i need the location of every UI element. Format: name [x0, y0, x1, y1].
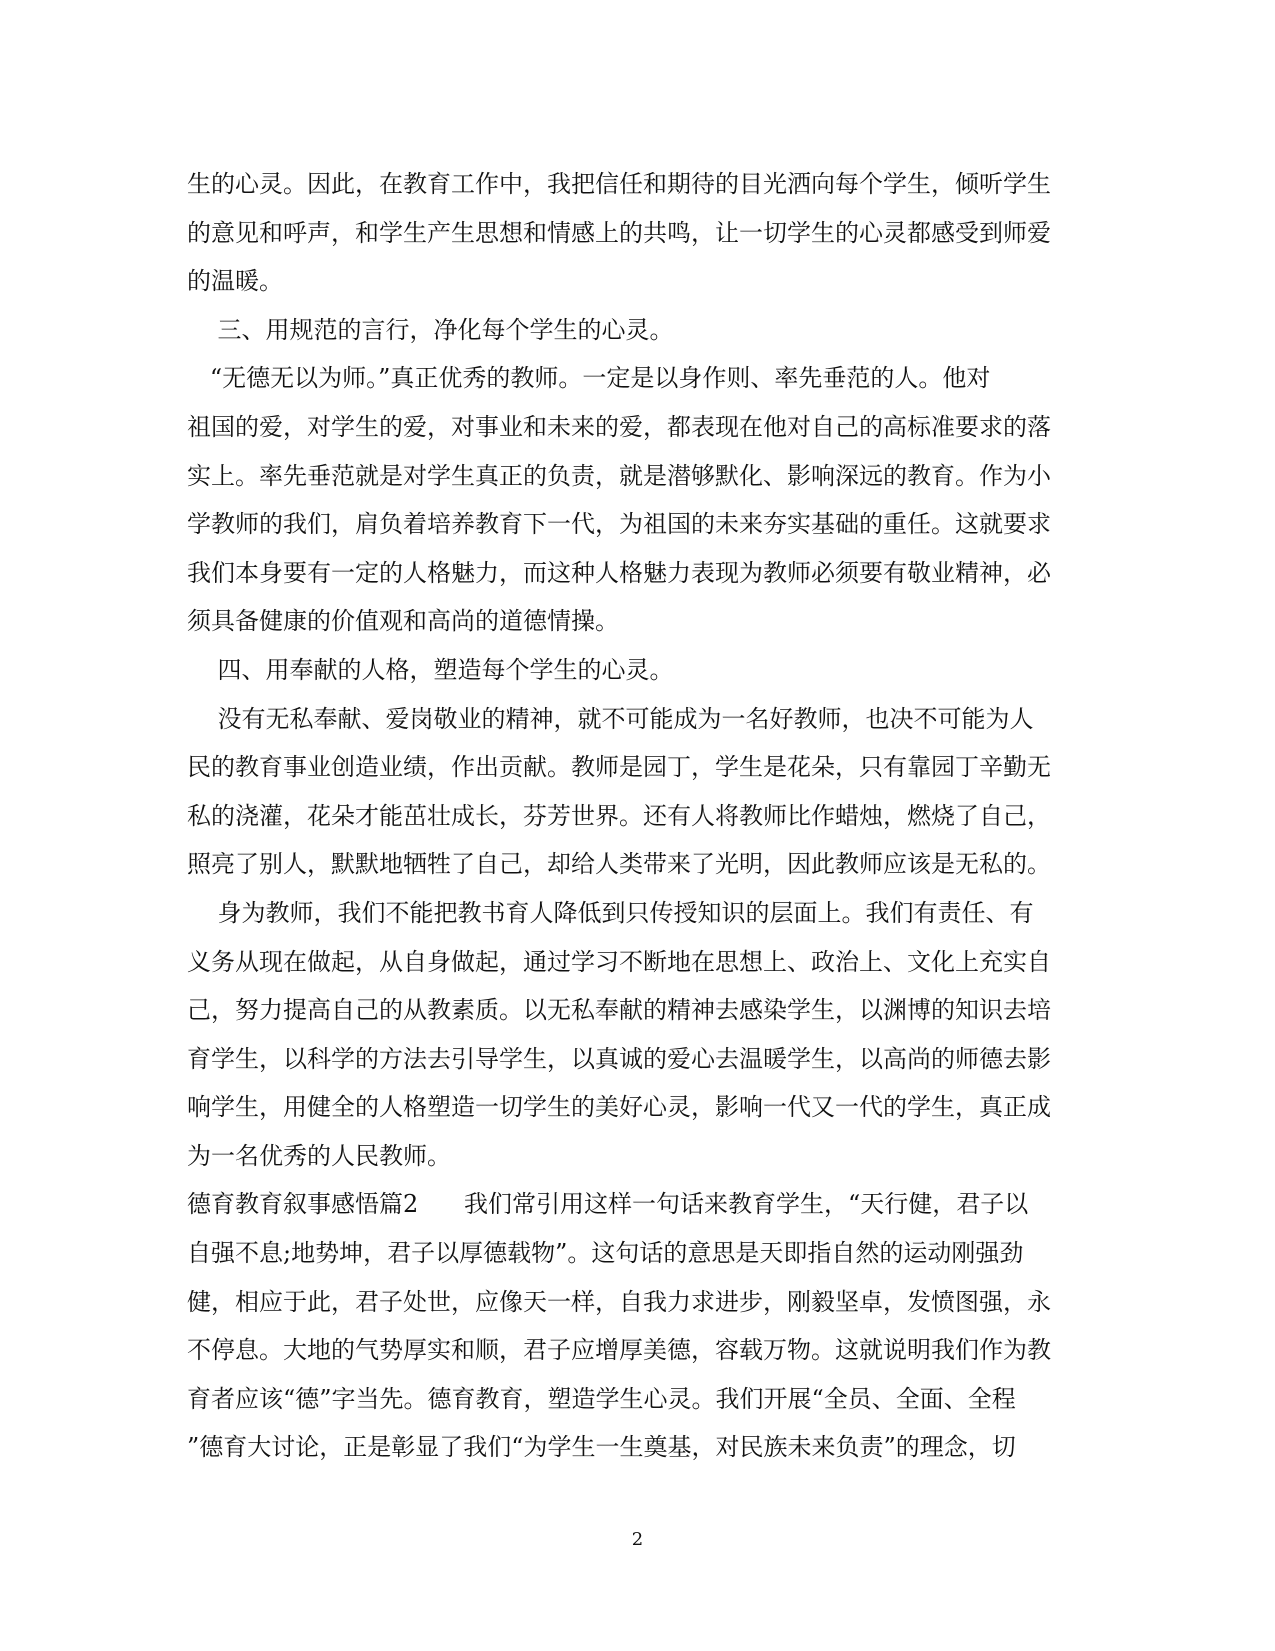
- text-line: 健，相应于此，君子处世，应像天一样，自我力求进步，刚毅坚卓，发愤图强，永: [187, 1287, 1051, 1316]
- text-line: 育学生，以科学的方法去引导学生，以真诚的爱心去温暖学生，以高尚的师德去影: [187, 1044, 1051, 1073]
- text-line: 须具备健康的价值观和高尚的道德情操。: [187, 607, 619, 636]
- text-line: 实上。率先垂范就是对学生真正的负责，就是潜够默化、影响深远的教育。作为小: [187, 461, 1051, 490]
- text-line: 照亮了别人，默默地牺牲了自己，却给人类带来了光明，因此教师应该是无私的。: [187, 850, 1051, 879]
- text-line: 为一名优秀的人民教师。: [187, 1141, 451, 1170]
- text-line: 身为教师，我们不能把教书育人降低到只传授知识的层面上。我们有责任、有: [187, 898, 1034, 927]
- text-line: 育者应该“德”字当先。德育教育，塑造学生心灵。我们开展“全员、全面、全程: [187, 1384, 1016, 1413]
- text-line: 生的心灵。因此，在教育工作中，我把信任和期待的目光洒向每个学生，倾听学生: [187, 170, 1051, 198]
- text-line: 私的浇灌，花朵才能茁壮成长，芬芳世界。还有人将教师比作蜡烛，燃烧了自己，: [187, 801, 1051, 830]
- text-line: 不停息。大地的气势厚实和顺，君子应增厚美德，容载万物。这就说明我们作为教: [187, 1336, 1051, 1365]
- text-line: 没有无私奉献、爱岗敬业的精神，就不可能成为一名好教师，也决不可能为人: [187, 704, 1034, 733]
- text-line: 民的教育事业创造业绩，作出贡献。教师是园丁，学生是花朵，只有靠园丁辛勤无: [187, 753, 1051, 782]
- section-heading: 四、用奉献的人格，塑造每个学生的心灵。: [187, 655, 674, 684]
- text-line: 己，努力提高自己的从教素质。以无私奉献的精神去感染学生，以渊博的知识去培: [187, 996, 1051, 1025]
- text-line: 义务从现在做起，从自身做起，通过学习不断地在思想上、政治上、文化上充实自: [187, 947, 1051, 976]
- section-heading: 三、用规范的言行，净化每个学生的心灵。: [187, 315, 674, 344]
- text-line: “无德无以为师。”真正优秀的教师。一定是以身作则、率先垂范的人。他对: [187, 364, 991, 393]
- text-line: 我们本身要有一定的人格魅力，而这种人格魅力表现为教师必须要有敬业精神，必: [187, 558, 1051, 587]
- body-text: [187, 160, 1087, 1472]
- article-title-line: 德育教育叙事感悟篇2 我们常引用这样一句话来教育学生，“天行健，君子以: [187, 1190, 1029, 1219]
- page-number: 2: [631, 1529, 644, 1550]
- text-line: ”德育大讨论，正是彰显了我们“为学生一生奠基，对民族未来负责”的理念，切: [187, 1433, 1016, 1462]
- text-line: 响学生，用健全的人格塑造一切学生的美好心灵，影响一代又一代的学生，真正成: [187, 1093, 1051, 1122]
- text-line: 自强不息;地势坤，君子以厚德载物”。这句话的意思是天即指自然的运动刚强劲: [187, 1239, 1024, 1268]
- text-line: 的温暖。: [187, 267, 283, 296]
- text-line: 的意见和呼声，和学生产生思想和情感上的共鸣，让一切学生的心灵都感受到师爱: [187, 218, 1051, 247]
- text-line: 学教师的我们，肩负着培养教育下一代，为祖国的未来夯实基础的重任。这就要求: [187, 510, 1051, 539]
- text-line: 祖国的爱，对学生的爱，对事业和未来的爱，都表现在他对自己的高标准要求的落: [187, 412, 1051, 441]
